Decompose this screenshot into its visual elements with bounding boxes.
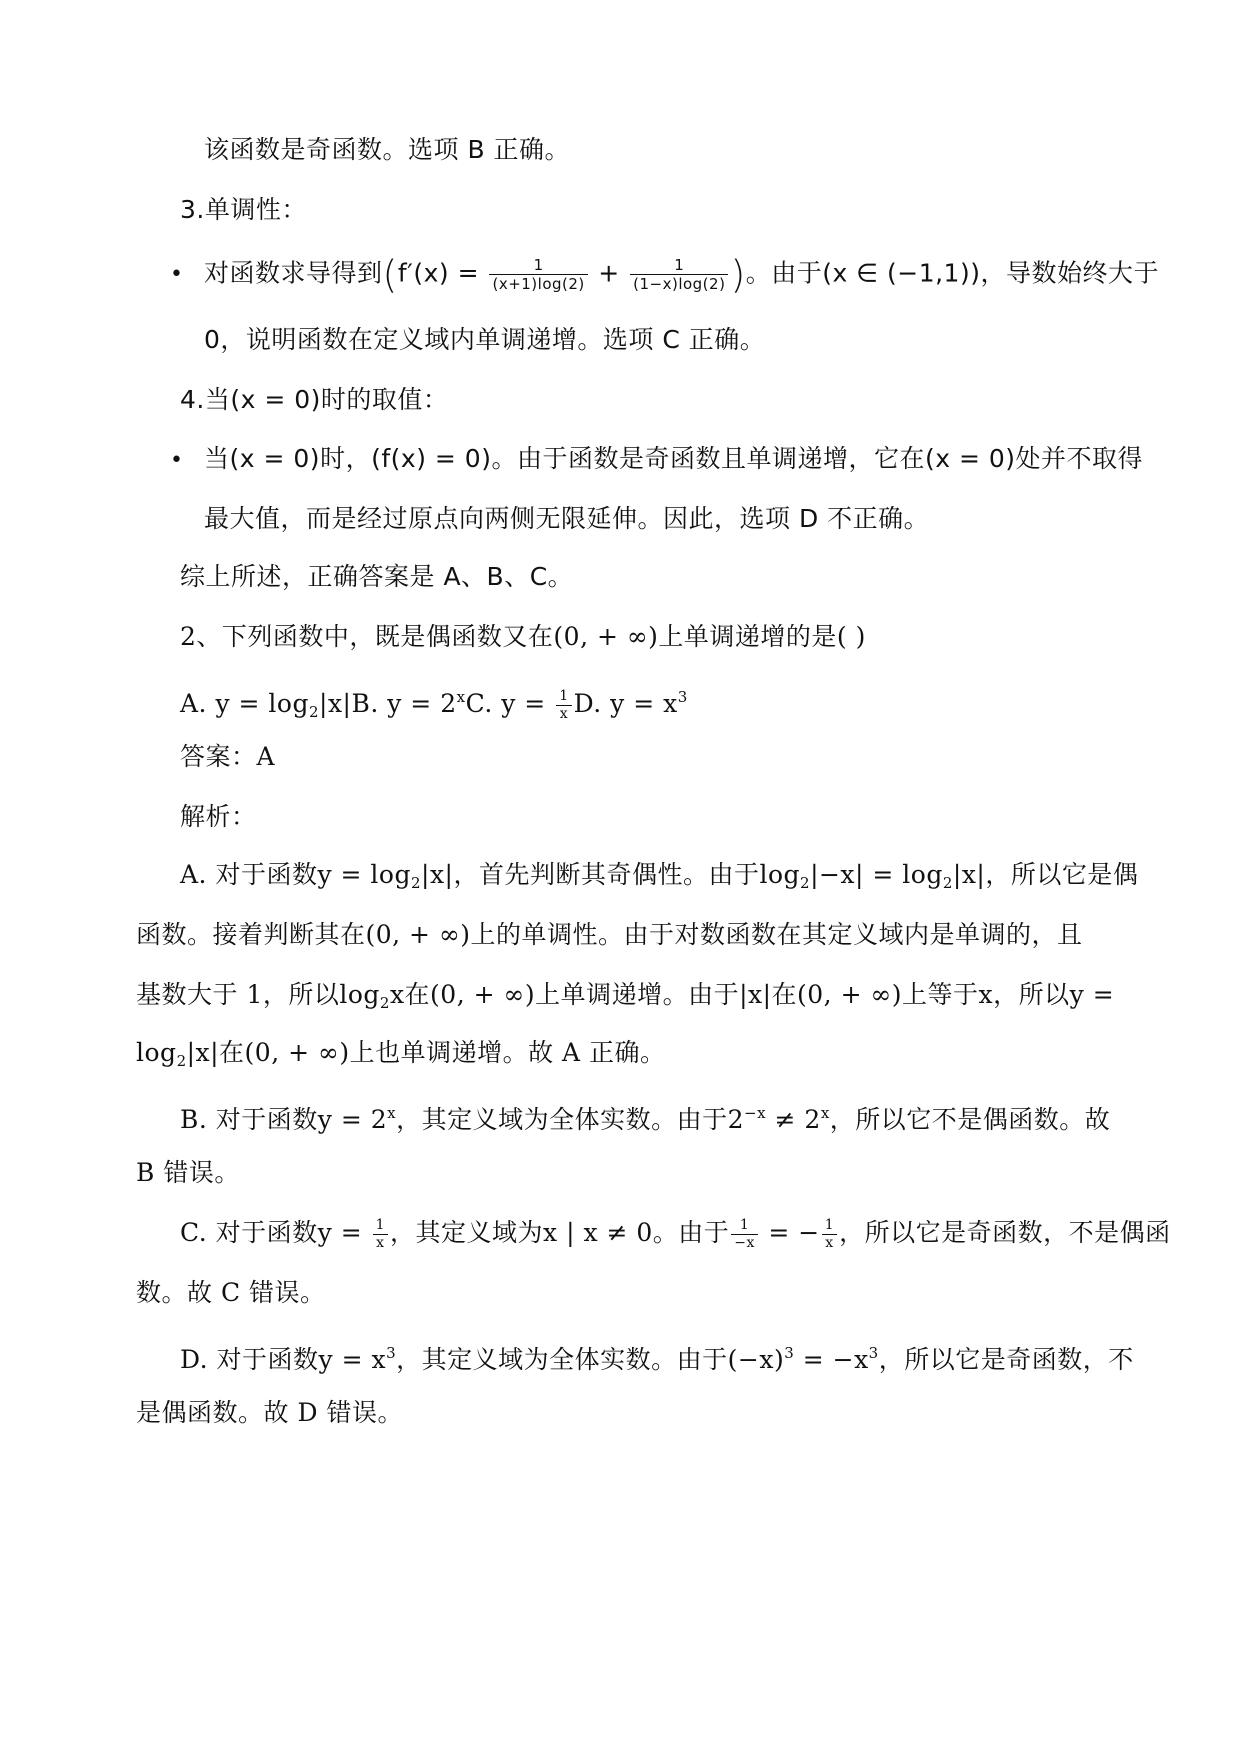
superscript: 3: [386, 1344, 397, 1362]
text-summary-answer: 综上所述，正确答案是 A、B、C。: [180, 562, 574, 591]
condition: (x = 0): [229, 444, 321, 473]
value-at-zero-line: [204, 442, 1143, 476]
superscript: 3: [784, 1344, 795, 1362]
text: 当: [204, 444, 230, 473]
text: 。由于: [745, 258, 823, 288]
text: ，所以它不是偶函数。故: [829, 1105, 1111, 1134]
numerator: 1: [630, 256, 728, 275]
left-paren: (: [382, 252, 398, 297]
denominator: (x+1)log(2): [492, 275, 585, 293]
superscript: 3: [868, 1344, 879, 1362]
text: |x|，所以它是偶: [952, 860, 1139, 889]
text: ，所以它是奇函数，不: [878, 1345, 1134, 1374]
fraction: [556, 688, 571, 723]
text: 。由于函数是奇函数且单调递增，它在: [491, 444, 925, 473]
question-2-options: [180, 680, 688, 729]
condition: (x = 0): [230, 385, 321, 414]
superscript: 3: [677, 688, 688, 706]
text: x在(0, + ∞)上单调递增。由于|x|在(0, + ∞)上等于x，所以y =: [389, 980, 1115, 1009]
text: ，其定义域为全体实数。由于2: [396, 1105, 745, 1134]
subscript: 2: [379, 994, 390, 1012]
derivative-line: [204, 252, 1159, 297]
text: 基数大于 1，所以log: [136, 980, 380, 1009]
text-monotonic-increase: 0，说明函数在定义域内单调递增。选项 C 正确。: [204, 325, 766, 354]
option-b: |x|B. y = 2: [319, 689, 457, 718]
analysis-a-line-1: [180, 858, 1138, 900]
text: ，所以它是奇函数，不是偶函: [839, 1218, 1171, 1247]
analysis-c-line-2: 数。故 C 错误。: [136, 1278, 326, 1307]
analysis-c-line-1: [180, 1216, 1171, 1252]
text: = −x: [794, 1345, 869, 1374]
heading-value-at-zero: [180, 383, 448, 417]
text: ，导数始终大于: [980, 258, 1159, 288]
option-d: D. y = x: [573, 689, 678, 718]
fraction: [489, 256, 587, 293]
text: ≠ 2: [766, 1105, 821, 1134]
text: = −: [759, 1218, 820, 1247]
heading-monotonicity: 3.单调性：: [180, 195, 307, 224]
numerator: 1: [489, 256, 587, 275]
text-no-maximum: 最大值，而是经过原点向两侧无限延伸。因此，选项 D 不正确。: [204, 504, 930, 533]
denominator: −x: [734, 1235, 755, 1251]
text: |x|，首先判断其奇偶性。由于log: [421, 860, 801, 889]
superscript: −x: [744, 1104, 767, 1122]
analysis-d-line-2: 是偶函数。故 D 错误。: [136, 1398, 403, 1427]
fraction: [822, 1217, 837, 1252]
text-odd-function-conclusion: 该函数是奇函数。选项 B 正确。: [204, 135, 571, 164]
derivative-fx: f′(x) =: [397, 258, 488, 288]
text: ，其定义域为x | x ≠ 0。由于: [390, 1218, 730, 1247]
condition: (f(x) = 0): [371, 444, 492, 473]
condition: (x ∈ (−1,1)): [822, 258, 981, 288]
numerator: 1: [556, 688, 571, 706]
text: B. 对于函数y = 2: [180, 1105, 388, 1134]
fraction: [731, 1217, 758, 1252]
analysis-a-line-2: 函数。接着判断其在(0, + ∞)上的单调性。由于对数函数在其定义域内是单调的，且: [136, 920, 1083, 949]
subscript: 2: [410, 874, 422, 892]
subscript: 2: [942, 874, 953, 892]
numerator: 1: [731, 1217, 758, 1235]
denominator: x: [376, 1235, 385, 1251]
text: |−x| = log: [810, 860, 943, 889]
superscript: x: [456, 688, 466, 706]
right-paren: ): [730, 252, 746, 297]
denominator: (1−x)log(2): [633, 275, 726, 293]
text: ，其定义域为全体实数。由于(−x): [396, 1345, 785, 1374]
superscript: x: [820, 1104, 830, 1122]
text: 处并不取得: [1015, 444, 1144, 473]
denominator: x: [559, 706, 569, 722]
fraction: [373, 1217, 388, 1252]
question-2: 2、下列函数中，既是偶函数又在(0, + ∞)上单调递增的是( ): [180, 622, 866, 651]
analysis-a-line-4: [136, 1036, 666, 1078]
text: 时的取值：: [320, 385, 449, 414]
condition: (x = 0): [924, 444, 1016, 473]
analysis-d-line-1: [180, 1336, 1134, 1377]
numerator: 1: [822, 1217, 837, 1235]
text: 时，: [320, 444, 372, 473]
analysis-a-line-3: [136, 978, 1114, 1020]
option-a: A. y = log: [180, 689, 309, 718]
text: A. 对于函数y = log: [180, 860, 411, 889]
plus: +: [589, 258, 629, 288]
analysis-label: 解析：: [180, 802, 257, 831]
subscript: 2: [308, 703, 320, 721]
text: log: [136, 1038, 177, 1067]
option-c: C. y =: [465, 689, 555, 718]
bullet-icon: •: [170, 262, 183, 287]
text: 4.当: [180, 385, 231, 414]
numerator: 1: [373, 1217, 388, 1235]
analysis-b-line-1: [180, 1096, 1110, 1137]
text: C. 对于函数y =: [180, 1218, 371, 1247]
denominator: x: [825, 1235, 834, 1251]
text: D. 对于函数y = x: [180, 1345, 387, 1374]
analysis-b-line-2: B 错误。: [136, 1158, 240, 1187]
text: 对函数求导得到: [204, 258, 383, 288]
subscript: 2: [176, 1052, 187, 1070]
subscript: 2: [800, 874, 811, 892]
text: |x|在(0, + ∞)上也单调递增。故 A 正确。: [186, 1038, 666, 1067]
superscript: x: [387, 1104, 397, 1122]
answer-label: 答案：A: [180, 742, 276, 771]
fraction: [630, 256, 728, 293]
bullet-icon: •: [170, 448, 183, 473]
